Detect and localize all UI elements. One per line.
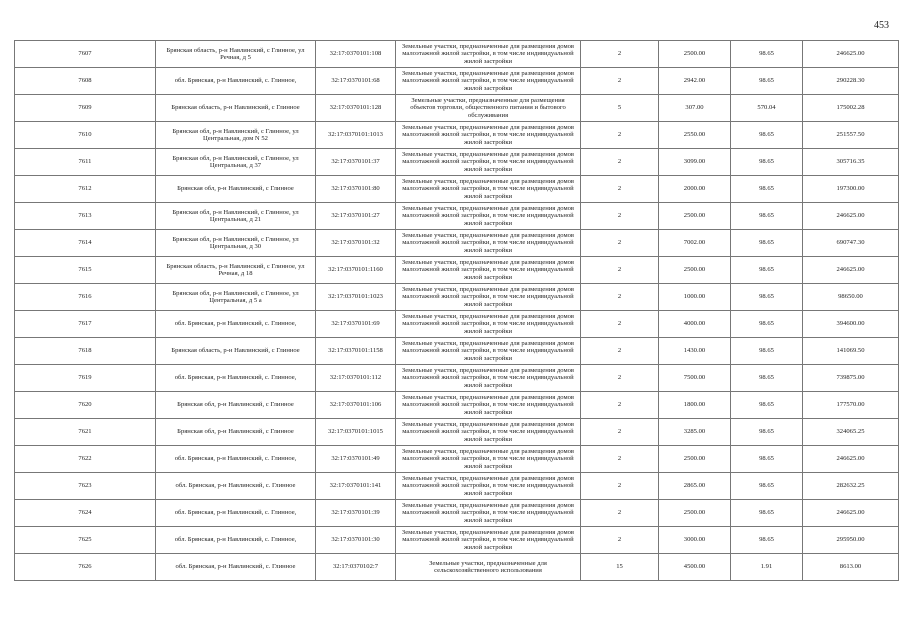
cadastral-cost-cell: 246625.00 <box>803 500 899 527</box>
area-cell: 3099.00 <box>659 149 731 176</box>
land-use-cell: Земельные участки, предназначенные для размещения домов малоэтажной жилой застройки, в том числе индивидуальной жилой застройки <box>396 392 581 419</box>
specific-value-cell: 98.65 <box>731 122 803 149</box>
cadastral-cost-cell: 197300.00 <box>803 176 899 203</box>
table-row <box>15 176 899 203</box>
cadastral-cost-cell: 251557.50 <box>803 122 899 149</box>
row-number-cell: 7622 <box>15 446 156 473</box>
address-cell: Брянская обл, р-н Навлинский, с Глинное <box>156 392 316 419</box>
row-number-cell: 7610 <box>15 122 156 149</box>
cadastral-number-cell: 32:17:0370101:32 <box>316 230 396 257</box>
area-cell: 1800.00 <box>659 392 731 419</box>
area-cell: 2500.00 <box>659 41 731 68</box>
category-code-cell: 5 <box>581 95 659 122</box>
category-code-cell: 2 <box>581 41 659 68</box>
area-cell: 2500.00 <box>659 203 731 230</box>
specific-value-cell: 98.65 <box>731 473 803 500</box>
land-use-cell: Земельные участки, предназначенные для размещения домов малоэтажной жилой застройки, в том числе индивидуальной жилой застройки <box>396 527 581 554</box>
specific-value-cell: 98.65 <box>731 392 803 419</box>
category-code-cell: 2 <box>581 284 659 311</box>
address-cell: обл. Брянская, р-н Навлинский, с. Глинное, <box>156 527 316 554</box>
land-use-cell: Земельные участки, предназначенные для размещения домов малоэтажной жилой застройки, в том числе индивидуальной жилой застройки <box>396 311 581 338</box>
cadastral-cost-cell: 324065.25 <box>803 419 899 446</box>
specific-value-cell: 98.65 <box>731 365 803 392</box>
cadastral-cost-cell: 739875.00 <box>803 365 899 392</box>
land-use-cell: Земельные участки, предназначенные для размещения домов малоэтажной жилой застройки, в том числе индивидуальной жилой застройки <box>396 257 581 284</box>
specific-value-cell: 98.65 <box>731 338 803 365</box>
address-cell: обл. Брянская, р-н Навлинский, с. Глинное <box>156 554 316 581</box>
cadastral-cost-cell: 290228.30 <box>803 68 899 95</box>
address-cell: обл. Брянская, р-н Навлинский, с. Глинное, <box>156 365 316 392</box>
land-use-cell: Земельные участки, предназначенные для размещения домов малоэтажной жилой застройки, в том числе индивидуальной жилой застройки <box>396 203 581 230</box>
cadastral-cost-cell: 177570.00 <box>803 392 899 419</box>
row-number-cell: 7625 <box>15 527 156 554</box>
land-use-cell: Земельные участки, предназначенные для размещения домов малоэтажной жилой застройки, в том числе индивидуальной жилой застройки <box>396 473 581 500</box>
cadastral-number-cell: 32:17:0370101:1160 <box>316 257 396 284</box>
table-row <box>15 554 899 581</box>
address-cell: обл. Брянская, р-н Навлинский, с. Глинное, <box>156 446 316 473</box>
area-cell: 3285.00 <box>659 419 731 446</box>
cadastral-number-cell: 32:17:0370101:37 <box>316 149 396 176</box>
address-cell: Брянская область, р-н Навлинский, с Глинное <box>156 95 316 122</box>
category-code-cell: 2 <box>581 176 659 203</box>
area-cell: 4000.00 <box>659 311 731 338</box>
land-use-cell: Земельные участки, предназначенные для размещения домов малоэтажной жилой застройки, в том числе индивидуальной жилой застройки <box>396 230 581 257</box>
table-row <box>15 365 899 392</box>
category-code-cell: 2 <box>581 230 659 257</box>
category-code-cell: 2 <box>581 365 659 392</box>
cadastral-number-cell: 32:17:0370101:1158 <box>316 338 396 365</box>
address-cell: обл. Брянская, р-н Навлинский, с. Глинное, <box>156 311 316 338</box>
category-code-cell: 2 <box>581 392 659 419</box>
specific-value-cell: 98.65 <box>731 446 803 473</box>
table-row <box>15 500 899 527</box>
cadastral-number-cell: 32:17:0370101:112 <box>316 365 396 392</box>
category-code-cell: 2 <box>581 122 659 149</box>
row-number-cell: 7613 <box>15 203 156 230</box>
address-cell: Брянская обл, р-н Навлинский, с Глинное, ул Центральная, д 5 а <box>156 284 316 311</box>
address-cell: Брянская обл, р-н Навлинский, с Глинное, ул Центральная, д 37 <box>156 149 316 176</box>
row-number-cell: 7621 <box>15 419 156 446</box>
cadastral-cost-cell: 141069.50 <box>803 338 899 365</box>
address-cell: Брянская обл, р-н Навлинский, с Глинное <box>156 419 316 446</box>
address-cell: обл. Брянская, р-н Навлинский, с. Глинное, <box>156 500 316 527</box>
table-row <box>15 473 899 500</box>
cadastral-number-cell: 32:17:0370102:7 <box>316 554 396 581</box>
table-row <box>15 149 899 176</box>
category-code-cell: 2 <box>581 500 659 527</box>
cadastral-number-cell: 32:17:0370101:106 <box>316 392 396 419</box>
specific-value-cell: 98.65 <box>731 500 803 527</box>
address-cell: Брянская обл, р-н Навлинский, с Глинное, ул Центральная, д 30 <box>156 230 316 257</box>
land-use-cell: Земельные участки, предназначенные для размещения домов малоэтажной жилой застройки, в том числе индивидуальной жилой застройки <box>396 500 581 527</box>
cadastral-number-cell: 32:17:0370101:69 <box>316 311 396 338</box>
category-code-cell: 2 <box>581 338 659 365</box>
cadastral-number-cell: 32:17:0370101:30 <box>316 527 396 554</box>
cadastral-cost-cell: 305716.35 <box>803 149 899 176</box>
page-number: 453 <box>874 20 889 31</box>
cadastral-cost-cell: 98650.00 <box>803 284 899 311</box>
specific-value-cell: 98.65 <box>731 257 803 284</box>
cadastral-cost-cell: 246625.00 <box>803 41 899 68</box>
area-cell: 1430.00 <box>659 338 731 365</box>
specific-value-cell: 98.65 <box>731 68 803 95</box>
cadastral-number-cell: 32:17:0370101:1023 <box>316 284 396 311</box>
address-cell: Брянская обл, р-н Навлинский, с Глинное, ул Центральная, д 21 <box>156 203 316 230</box>
cadastral-number-cell: 32:17:0370101:108 <box>316 41 396 68</box>
category-code-cell: 2 <box>581 149 659 176</box>
row-number-cell: 7608 <box>15 68 156 95</box>
cadastral-number-cell: 32:17:0370101:39 <box>316 500 396 527</box>
area-cell: 2500.00 <box>659 257 731 284</box>
area-cell: 2550.00 <box>659 122 731 149</box>
table-row <box>15 41 899 68</box>
category-code-cell: 2 <box>581 203 659 230</box>
table-row <box>15 392 899 419</box>
address-cell: Брянская обл, р-н Навлинский, с Глинное, ул Центральная, дом N 52 <box>156 122 316 149</box>
row-number-cell: 7619 <box>15 365 156 392</box>
row-number-cell: 7618 <box>15 338 156 365</box>
table-row <box>15 419 899 446</box>
row-number-cell: 7620 <box>15 392 156 419</box>
table-body <box>15 41 899 581</box>
land-use-cell: Земельные участки, предназначенные для размещения объектов торговли, общественного питания и бытового обслуживания <box>396 95 581 122</box>
category-code-cell: 15 <box>581 554 659 581</box>
cadastral-cost-cell: 246625.00 <box>803 446 899 473</box>
category-code-cell: 2 <box>581 473 659 500</box>
table-row <box>15 311 899 338</box>
table-row <box>15 203 899 230</box>
cadastral-number-cell: 32:17:0370101:1013 <box>316 122 396 149</box>
area-cell: 2000.00 <box>659 176 731 203</box>
table-row <box>15 446 899 473</box>
row-number-cell: 7616 <box>15 284 156 311</box>
table-row <box>15 257 899 284</box>
row-number-cell: 7614 <box>15 230 156 257</box>
row-number-cell: 7626 <box>15 554 156 581</box>
cadastral-cost-cell: 295950.00 <box>803 527 899 554</box>
area-cell: 2500.00 <box>659 446 731 473</box>
table-row <box>15 95 899 122</box>
cadastral-cost-cell: 690747.30 <box>803 230 899 257</box>
category-code-cell: 2 <box>581 527 659 554</box>
address-cell: Брянская обл, р-н Навлинский, с Глинное <box>156 176 316 203</box>
specific-value-cell: 98.65 <box>731 149 803 176</box>
category-code-cell: 2 <box>581 68 659 95</box>
specific-value-cell: 98.65 <box>731 527 803 554</box>
address-cell: Брянская область, р-н Навлинский, с Глинное, ул Речная, д 18 <box>156 257 316 284</box>
address-cell: обл. Брянская, р-н Навлинский, с. Глинное, <box>156 68 316 95</box>
cadastral-number-cell: 32:17:0370101:128 <box>316 95 396 122</box>
cadastral-cost-cell: 282632.25 <box>803 473 899 500</box>
area-cell: 2500.00 <box>659 500 731 527</box>
land-register-table <box>14 40 899 581</box>
category-code-cell: 2 <box>581 257 659 284</box>
category-code-cell: 2 <box>581 419 659 446</box>
table-row <box>15 527 899 554</box>
table-row <box>15 122 899 149</box>
row-number-cell: 7612 <box>15 176 156 203</box>
specific-value-cell: 1.91 <box>731 554 803 581</box>
land-use-cell: Земельные участки, предназначенные для размещения домов малоэтажной жилой застройки, в том числе индивидуальной жилой застройки <box>396 149 581 176</box>
land-use-cell: Земельные участки, предназначенные для размещения домов малоэтажной жилой застройки, в том числе индивидуальной жилой застройки <box>396 41 581 68</box>
land-use-cell: Земельные участки, предназначенные для размещения домов малоэтажной жилой застройки, в том числе индивидуальной жилой застройки <box>396 419 581 446</box>
specific-value-cell: 98.65 <box>731 230 803 257</box>
address-cell: Брянская область, р-н Навлинский, с Глинное <box>156 338 316 365</box>
row-number-cell: 7623 <box>15 473 156 500</box>
cadastral-cost-cell: 246625.00 <box>803 257 899 284</box>
specific-value-cell: 98.65 <box>731 176 803 203</box>
area-cell: 3000.00 <box>659 527 731 554</box>
land-use-cell: Земельные участки, предназначенные для размещения домов малоэтажной жилой застройки, в том числе индивидуальной жилой застройки <box>396 68 581 95</box>
land-use-cell: Земельные участки, предназначенные для размещения домов малоэтажной жилой застройки, в том числе индивидуальной жилой застройки <box>396 284 581 311</box>
specific-value-cell: 98.65 <box>731 284 803 311</box>
row-number-cell: 7615 <box>15 257 156 284</box>
table-row <box>15 338 899 365</box>
cadastral-cost-cell: 394600.00 <box>803 311 899 338</box>
area-cell: 4500.00 <box>659 554 731 581</box>
row-number-cell: 7607 <box>15 41 156 68</box>
row-number-cell: 7617 <box>15 311 156 338</box>
address-cell: обл. Брянская, р-н Навлинский, с. Глинное <box>156 473 316 500</box>
area-cell: 2942.00 <box>659 68 731 95</box>
land-use-cell: Земельные участки, предназначенные для сельскохозяйственного использования <box>396 554 581 581</box>
table-row <box>15 68 899 95</box>
cadastral-number-cell: 32:17:0370101:27 <box>316 203 396 230</box>
row-number-cell: 7609 <box>15 95 156 122</box>
cadastral-number-cell: 32:17:0370101:80 <box>316 176 396 203</box>
table-row <box>15 284 899 311</box>
specific-value-cell: 98.65 <box>731 203 803 230</box>
category-code-cell: 2 <box>581 311 659 338</box>
land-use-cell: Земельные участки, предназначенные для размещения домов малоэтажной жилой застройки, в том числе индивидуальной жилой застройки <box>396 446 581 473</box>
cadastral-cost-cell: 175002.28 <box>803 95 899 122</box>
row-number-cell: 7624 <box>15 500 156 527</box>
cadastral-cost-cell: 8613.00 <box>803 554 899 581</box>
address-cell: Брянская область, р-н Навлинский, с Глинное, ул Речная, д 5 <box>156 41 316 68</box>
category-code-cell: 2 <box>581 446 659 473</box>
area-cell: 307.00 <box>659 95 731 122</box>
specific-value-cell: 570.04 <box>731 95 803 122</box>
land-use-cell: Земельные участки, предназначенные для размещения домов малоэтажной жилой застройки, в том числе индивидуальной жилой застройки <box>396 122 581 149</box>
area-cell: 7500.00 <box>659 365 731 392</box>
cadastral-number-cell: 32:17:0370101:1015 <box>316 419 396 446</box>
table-row <box>15 230 899 257</box>
land-use-cell: Земельные участки, предназначенные для размещения домов малоэтажной жилой застройки, в том числе индивидуальной жилой застройки <box>396 365 581 392</box>
cadastral-number-cell: 32:17:0370101:68 <box>316 68 396 95</box>
cadastral-number-cell: 32:17:0370101:49 <box>316 446 396 473</box>
area-cell: 7002.00 <box>659 230 731 257</box>
land-use-cell: Земельные участки, предназначенные для размещения домов малоэтажной жилой застройки, в том числе индивидуальной жилой застройки <box>396 338 581 365</box>
specific-value-cell: 98.65 <box>731 311 803 338</box>
cadastral-cost-cell: 246625.00 <box>803 203 899 230</box>
cadastral-number-cell: 32:17:0370101:141 <box>316 473 396 500</box>
area-cell: 2865.00 <box>659 473 731 500</box>
specific-value-cell: 98.65 <box>731 41 803 68</box>
area-cell: 1000.00 <box>659 284 731 311</box>
specific-value-cell: 98.65 <box>731 419 803 446</box>
row-number-cell: 7611 <box>15 149 156 176</box>
land-use-cell: Земельные участки, предназначенные для размещения домов малоэтажной жилой застройки, в том числе индивидуальной жилой застройки <box>396 176 581 203</box>
